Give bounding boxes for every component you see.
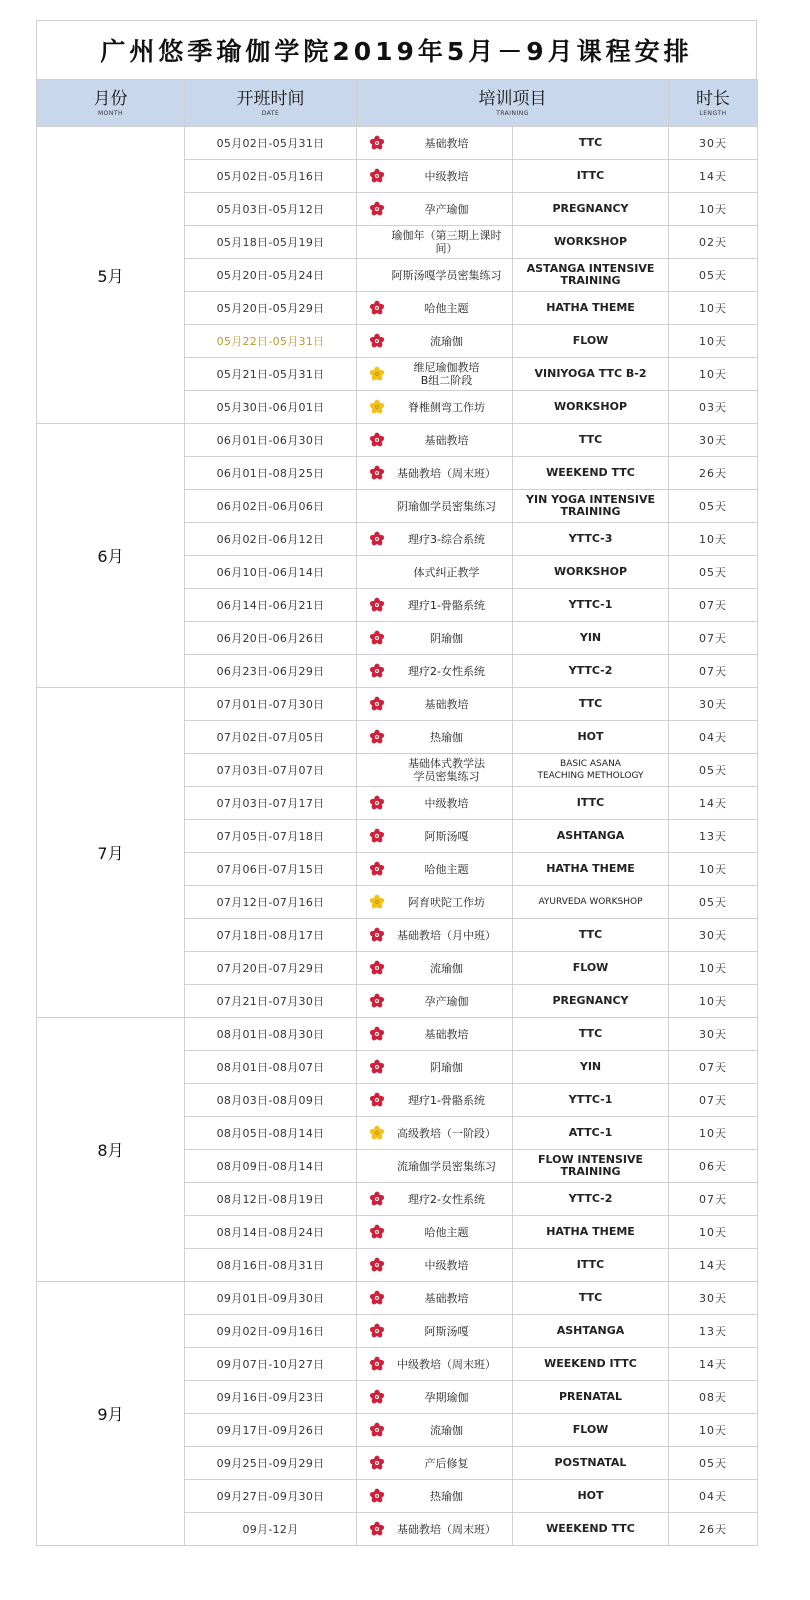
length-cell: 07天 (669, 1084, 758, 1117)
date-cell: 08月05日-08月14日 (185, 1117, 357, 1150)
length-cell: 14天 (669, 160, 758, 193)
length-cell: 05天 (669, 886, 758, 919)
red-flower-icon (369, 729, 385, 745)
date-cell: 05月20日-05月24日 (185, 259, 357, 292)
training-en: ATTC-1 (513, 1117, 669, 1150)
training-en: YIN (513, 622, 669, 655)
training-en: VINIYOGA TTC B-2 (513, 358, 669, 391)
training-cn: 体式纠正教学 (413, 565, 480, 579)
date-cell: 09月25日-09月29日 (185, 1447, 357, 1480)
table-row (37, 1282, 758, 1315)
date-cell: 08月01日-08月30日 (185, 1018, 357, 1051)
training-cn: 孕产瑜伽 (424, 994, 469, 1008)
month-label: 8月 (37, 1018, 185, 1282)
length-cell: 10天 (669, 358, 758, 391)
date-cell: 09月01日-09月30日 (185, 1282, 357, 1315)
training-cn-cell (357, 1183, 513, 1216)
yellow-flower-icon (369, 894, 385, 910)
length-cell: 10天 (669, 985, 758, 1018)
training-cn-cell (357, 754, 513, 787)
length-cell: 07天 (669, 622, 758, 655)
length-cell: 03天 (669, 391, 758, 424)
training-en: TTC (513, 127, 669, 160)
length-cell: 10天 (669, 1414, 758, 1447)
header-training-en: TRAINING (496, 109, 529, 117)
table-row (37, 424, 758, 457)
training-cn: 孕期瑜伽 (424, 1390, 469, 1404)
length-cell: 08天 (669, 1381, 758, 1414)
date-cell: 06月20日-06月26日 (185, 622, 357, 655)
training-en: WEEKEND TTC (513, 457, 669, 490)
date-cell: 09月16日-09月23日 (185, 1381, 357, 1414)
length-cell: 26天 (669, 1513, 758, 1546)
table-row (37, 127, 758, 160)
red-flower-icon (369, 1521, 385, 1537)
training-cn: 基础教培（周末班） (397, 466, 496, 480)
date-cell: 06月02日-06月12日 (185, 523, 357, 556)
training-en: ASHTANGA (513, 1315, 669, 1348)
month-label: 5月 (37, 127, 185, 424)
training-en: ASHTANGA (513, 820, 669, 853)
training-cn-cell (357, 424, 513, 457)
training-cn-cell (357, 1381, 513, 1414)
training-en: TTC (513, 1018, 669, 1051)
red-flower-icon (369, 993, 385, 1009)
training-en: HATHA THEME (513, 292, 669, 325)
training-en: YIN YOGA INTENSIVE TRAINING (513, 490, 669, 523)
training-en: HATHA THEME (513, 1216, 669, 1249)
date-cell: 05月02日-05月16日 (185, 160, 357, 193)
training-en: WEEKEND ITTC (513, 1348, 669, 1381)
red-flower-icon (369, 1488, 385, 1504)
red-flower-icon (369, 1389, 385, 1405)
training-cn-cell (357, 1216, 513, 1249)
training-en: HOT (513, 721, 669, 754)
training-cn-cell (357, 1249, 513, 1282)
training-cn: 基础教培 (424, 1027, 469, 1041)
training-cn-cell (357, 325, 513, 358)
date-cell: 05月03日-05月12日 (185, 193, 357, 226)
red-flower-icon (369, 696, 385, 712)
date-cell: 05月22日-05月31日 (185, 325, 357, 358)
training-cn: 热瑜伽 (430, 730, 463, 744)
training-cn-cell (357, 1282, 513, 1315)
training-en: PREGNANCY (513, 193, 669, 226)
date-cell: 07月01日-07月30日 (185, 688, 357, 721)
length-cell: 06天 (669, 1150, 758, 1183)
length-cell: 07天 (669, 655, 758, 688)
training-cn: 哈他主题 (424, 1225, 469, 1239)
length-cell: 10天 (669, 1117, 758, 1150)
training-cn: 阿斯汤嘎 (424, 1324, 469, 1338)
date-cell: 07月03日-07月17日 (185, 787, 357, 820)
training-en: YTTC-2 (513, 1183, 669, 1216)
training-cn-cell (357, 688, 513, 721)
training-cn: 理疗2-女性系统 (408, 1192, 485, 1206)
red-flower-icon (369, 1026, 385, 1042)
training-en: FLOW (513, 1414, 669, 1447)
header-date-cn: 开班时间 (236, 88, 305, 109)
training-cn-cell (357, 1348, 513, 1381)
training-en: HOT (513, 1480, 669, 1513)
date-cell: 07月06日-07月15日 (185, 853, 357, 886)
training-cn-cell (357, 952, 513, 985)
training-en: PREGNANCY (513, 985, 669, 1018)
training-cn-cell (357, 391, 513, 424)
header-training-cn: 培训项目 (478, 88, 547, 109)
length-cell: 13天 (669, 820, 758, 853)
length-cell: 30天 (669, 688, 758, 721)
training-cn-cell (357, 259, 513, 292)
date-cell: 09月17日-09月26日 (185, 1414, 357, 1447)
training-cn: 基础教培（周末班） (397, 1522, 496, 1536)
red-flower-icon (369, 927, 385, 943)
page-title: 广州悠季瑜伽学院2019年5月－9月课程安排 (36, 20, 757, 79)
training-cn: 阴瑜伽学员密集练习 (397, 499, 496, 513)
training-cn: 孕产瑜伽 (424, 202, 469, 216)
length-cell: 05天 (669, 556, 758, 589)
length-cell: 26天 (669, 457, 758, 490)
length-cell: 04天 (669, 721, 758, 754)
training-cn: 流瑜伽 (430, 334, 463, 348)
red-flower-icon (369, 168, 385, 184)
length-cell: 05天 (669, 754, 758, 787)
training-cn-cell (357, 1513, 513, 1546)
red-flower-icon (369, 135, 385, 151)
header-month (37, 80, 185, 127)
training-en: POSTNATAL (513, 1447, 669, 1480)
length-cell: 10天 (669, 325, 758, 358)
header-length-cn: 时长 (696, 88, 730, 109)
training-cn-cell (357, 457, 513, 490)
red-flower-icon (369, 465, 385, 481)
training-cn-cell (357, 886, 513, 919)
training-en: WEEKEND TTC (513, 1513, 669, 1546)
date-cell: 07月03日-07月07日 (185, 754, 357, 787)
date-cell: 05月21日-05月31日 (185, 358, 357, 391)
training-cn: 维尼瑜伽教培 B组二阶段 (413, 361, 480, 387)
date-cell: 08月12日-08月19日 (185, 1183, 357, 1216)
training-cn-cell (357, 1117, 513, 1150)
date-cell: 06月01日-08月25日 (185, 457, 357, 490)
table-row (37, 1018, 758, 1051)
date-cell: 07月02日-07月05日 (185, 721, 357, 754)
date-cell: 05月20日-05月29日 (185, 292, 357, 325)
training-en: ITTC (513, 1249, 669, 1282)
training-cn: 理疗2-女性系统 (408, 664, 485, 678)
date-cell: 08月03日-08月09日 (185, 1084, 357, 1117)
length-cell: 13天 (669, 1315, 758, 1348)
training-cn-cell (357, 556, 513, 589)
length-cell: 10天 (669, 523, 758, 556)
yellow-flower-icon (369, 1125, 385, 1141)
training-cn: 基础教培 (424, 697, 469, 711)
training-en: YIN (513, 1051, 669, 1084)
training-cn: 热瑜伽 (430, 1489, 463, 1503)
red-flower-icon (369, 1290, 385, 1306)
red-flower-icon (369, 828, 385, 844)
training-cn-cell (357, 1150, 513, 1183)
training-cn: 产后修复 (424, 1456, 469, 1470)
training-cn-cell (357, 721, 513, 754)
training-cn: 中级教培 (424, 169, 469, 183)
yellow-flower-icon (369, 399, 385, 415)
training-cn-cell (357, 160, 513, 193)
training-en: HATHA THEME (513, 853, 669, 886)
date-cell: 06月14日-06月21日 (185, 589, 357, 622)
training-cn: 中级教培 (424, 1258, 469, 1272)
training-cn-cell (357, 589, 513, 622)
table-row (37, 688, 758, 721)
length-cell: 10天 (669, 292, 758, 325)
date-cell: 08月01日-08月07日 (185, 1051, 357, 1084)
training-en: YTTC-2 (513, 655, 669, 688)
training-cn-cell (357, 358, 513, 391)
date-cell: 08月09日-08月14日 (185, 1150, 357, 1183)
date-cell: 05月18日-05月19日 (185, 226, 357, 259)
date-cell: 07月05日-07月18日 (185, 820, 357, 853)
training-cn: 基础教培 (424, 433, 469, 447)
training-cn-cell (357, 1447, 513, 1480)
red-flower-icon (369, 300, 385, 316)
training-cn: 理疗1-骨骼系统 (408, 598, 485, 612)
length-cell: 10天 (669, 952, 758, 985)
schedule-table (36, 79, 758, 1546)
length-cell: 30天 (669, 1018, 758, 1051)
training-cn: 基础体式教学法 学员密集练习 (408, 757, 485, 783)
training-cn: 阿斯汤嘎 (424, 829, 469, 843)
length-cell: 30天 (669, 919, 758, 952)
red-flower-icon (369, 1455, 385, 1471)
red-flower-icon (369, 1092, 385, 1108)
red-flower-icon (369, 1323, 385, 1339)
red-flower-icon (369, 795, 385, 811)
red-flower-icon (369, 1224, 385, 1240)
training-cn: 中级教培 (424, 796, 469, 810)
training-en: ASTANGA INTENSIVE TRAINING (513, 259, 669, 292)
training-cn-cell (357, 1084, 513, 1117)
header-length-en: LENGTH (699, 109, 727, 117)
red-flower-icon (369, 1257, 385, 1273)
header-length (669, 80, 758, 127)
training-cn: 阴瑜伽 (430, 631, 463, 645)
training-cn: 阿育吠陀工作坊 (408, 895, 485, 909)
training-cn-cell (357, 820, 513, 853)
training-en: PRENATAL (513, 1381, 669, 1414)
red-flower-icon (369, 1191, 385, 1207)
date-cell: 08月16日-08月31日 (185, 1249, 357, 1282)
date-cell: 09月02日-09月16日 (185, 1315, 357, 1348)
schedule-sheet (36, 20, 757, 1546)
date-cell: 09月-12月 (185, 1513, 357, 1546)
training-cn-cell (357, 1315, 513, 1348)
training-cn-cell (357, 655, 513, 688)
training-en: TTC (513, 919, 669, 952)
length-cell: 14天 (669, 1348, 758, 1381)
length-cell: 30天 (669, 1282, 758, 1315)
training-en: FLOW (513, 325, 669, 358)
date-cell: 07月18日-08月17日 (185, 919, 357, 952)
training-cn: 流瑜伽学员密集练习 (397, 1159, 496, 1173)
training-cn-cell (357, 853, 513, 886)
training-en: YTTC-1 (513, 589, 669, 622)
training-cn-cell (357, 787, 513, 820)
schedule-body (37, 127, 758, 1546)
header-month-en: MONTH (97, 109, 124, 117)
length-cell: 05天 (669, 259, 758, 292)
length-cell: 14天 (669, 1249, 758, 1282)
date-cell: 05月30日-06月01日 (185, 391, 357, 424)
red-flower-icon (369, 861, 385, 877)
length-cell: 30天 (669, 424, 758, 457)
red-flower-icon (369, 1059, 385, 1075)
date-cell: 09月07日-10月27日 (185, 1348, 357, 1381)
length-cell: 07天 (669, 589, 758, 622)
length-cell: 07天 (669, 1183, 758, 1216)
training-cn-cell (357, 1018, 513, 1051)
header-month-cn: 月份 (93, 88, 128, 109)
training-cn: 哈他主题 (424, 301, 469, 315)
training-cn-cell (357, 1414, 513, 1447)
training-cn-cell (357, 919, 513, 952)
month-label: 7月 (37, 688, 185, 1018)
training-cn-cell (357, 127, 513, 160)
red-flower-icon (369, 333, 385, 349)
length-cell: 02天 (669, 226, 758, 259)
month-label: 6月 (37, 424, 185, 688)
training-cn: 阿斯汤嘎学员密集练习 (391, 268, 502, 282)
length-cell: 10天 (669, 853, 758, 886)
red-flower-icon (369, 1422, 385, 1438)
date-cell: 06月10日-06月14日 (185, 556, 357, 589)
length-cell: 05天 (669, 490, 758, 523)
training-cn: 基础教培 (424, 136, 469, 150)
training-en: WORKSHOP (513, 556, 669, 589)
training-en: FLOW (513, 952, 669, 985)
date-cell: 07月21日-07月30日 (185, 985, 357, 1018)
red-flower-icon (369, 630, 385, 646)
training-cn-cell (357, 292, 513, 325)
date-cell: 09月27日-09月30日 (185, 1480, 357, 1513)
yellow-flower-icon (369, 366, 385, 382)
training-en: YTTC-1 (513, 1084, 669, 1117)
red-flower-icon (369, 1356, 385, 1372)
header-date (185, 80, 357, 127)
header-date-en: DATE (261, 109, 280, 117)
training-cn-cell (357, 193, 513, 226)
red-flower-icon (369, 597, 385, 613)
training-en: BASIC ASANA TEACHING METHOLOGY (513, 754, 669, 787)
training-en: ITTC (513, 787, 669, 820)
red-flower-icon (369, 531, 385, 547)
length-cell: 07天 (669, 1051, 758, 1084)
length-cell: 14天 (669, 787, 758, 820)
training-cn: 理疗3-综合系统 (408, 532, 485, 546)
training-cn: 脊椎侧弯工作坊 (408, 400, 485, 414)
red-flower-icon (369, 432, 385, 448)
length-cell: 10天 (669, 1216, 758, 1249)
training-cn-cell (357, 622, 513, 655)
training-cn: 流瑜伽 (430, 1423, 463, 1437)
training-cn: 基础教培 (424, 1291, 469, 1305)
month-label: 9月 (37, 1282, 185, 1546)
training-en: AYURVEDA WORKSHOP (513, 886, 669, 919)
training-cn: 理疗1-骨骼系统 (408, 1093, 485, 1107)
training-cn-cell (357, 226, 513, 259)
training-en: TTC (513, 424, 669, 457)
training-cn: 中级教培（周末班） (397, 1357, 496, 1371)
training-en: ITTC (513, 160, 669, 193)
length-cell: 30天 (669, 127, 758, 160)
training-cn: 阴瑜伽 (430, 1060, 463, 1074)
training-cn: 流瑜伽 (430, 961, 463, 975)
training-cn-cell (357, 985, 513, 1018)
date-cell: 07月12日-07月16日 (185, 886, 357, 919)
table-header-row (37, 80, 758, 127)
training-cn: 高级教培（一阶段） (397, 1126, 496, 1140)
red-flower-icon (369, 960, 385, 976)
training-cn: 瑜伽年（第三期上课时间） (391, 229, 502, 255)
length-cell: 05天 (669, 1447, 758, 1480)
date-cell: 08月14日-08月24日 (185, 1216, 357, 1249)
training-cn-cell (357, 1480, 513, 1513)
training-en: FLOW INTENSIVE TRAINING (513, 1150, 669, 1183)
training-en: YTTC-3 (513, 523, 669, 556)
training-en: WORKSHOP (513, 391, 669, 424)
length-cell: 04天 (669, 1480, 758, 1513)
date-cell: 07月20日-07月29日 (185, 952, 357, 985)
date-cell: 06月02日-06月06日 (185, 490, 357, 523)
training-en: WORKSHOP (513, 226, 669, 259)
training-en: TTC (513, 688, 669, 721)
date-cell: 06月23日-06月29日 (185, 655, 357, 688)
training-cn: 哈他主题 (424, 862, 469, 876)
length-cell: 10天 (669, 193, 758, 226)
red-flower-icon (369, 201, 385, 217)
training-cn: 基础教培（月中班） (397, 928, 496, 942)
training-cn-cell (357, 523, 513, 556)
training-en: TTC (513, 1282, 669, 1315)
training-cn-cell (357, 1051, 513, 1084)
header-training (357, 80, 669, 127)
date-cell: 06月01日-06月30日 (185, 424, 357, 457)
training-cn-cell (357, 490, 513, 523)
date-cell: 05月02日-05月31日 (185, 127, 357, 160)
red-flower-icon (369, 663, 385, 679)
